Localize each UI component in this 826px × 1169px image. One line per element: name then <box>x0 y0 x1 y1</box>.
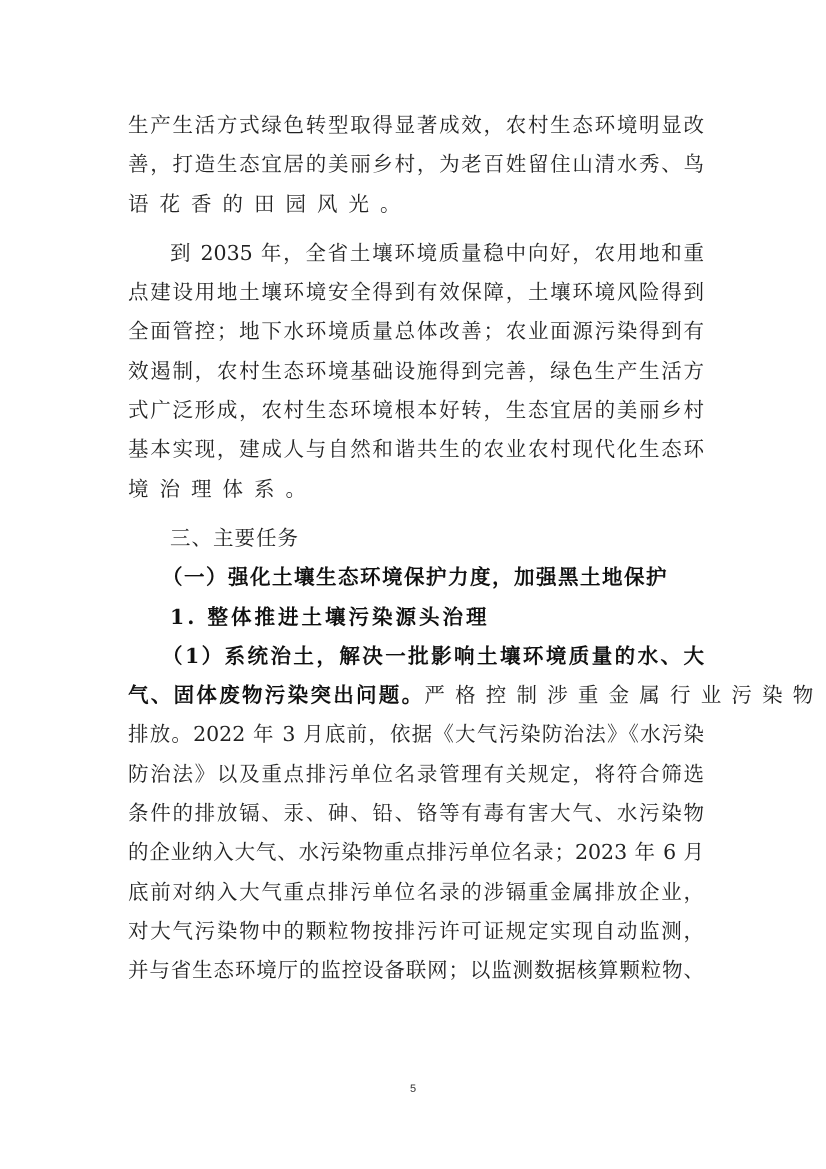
text-line: 善，打造生态宜居的美丽乡村，为老百姓留住山清水秀、鸟 <box>128 152 704 177</box>
text-line: 并与省生态环境厅的监控设备联网；以监测数据核算颗粒物、 <box>128 958 704 983</box>
text-line: 防治法》以及重点排污单位名录管理有关规定，将符合筛选 <box>128 761 704 786</box>
subsection-heading: （一）强化土壤生态环境保护力度，加强黑土地保护 <box>162 565 668 590</box>
section-heading: 三、主要任务 <box>170 525 299 550</box>
document-body <box>128 106 824 991</box>
text-line: 到 2035 年，全省土壤环境质量稳中向好，农用地和重 <box>170 240 704 265</box>
item-heading: 1. 整体推进土壤污染源头治理 <box>170 604 490 629</box>
text-line: 式广泛形成，农村生态环境根本好转，生态宜居的美丽乡村 <box>128 398 704 423</box>
item-paragraph-lead: （1）系统治土，解决一批影响土壤环境质量的水、大 <box>162 643 704 668</box>
text-line: 对大气污染物中的颗粒物按排污许可证规定实现自动监测， <box>128 918 704 943</box>
page-number: 5 <box>409 1083 417 1095</box>
text-line: 语花香的田园风光。 <box>128 191 412 216</box>
item-paragraph-lead-end: 气、固体废物污染突出问题。 <box>128 683 425 708</box>
text-line: 的企业纳入大气、水污染物重点排污单位名录；2023 年 6 月 <box>128 840 704 865</box>
text-line: 全面管控；地下水环境质量总体改善；农业面源污染得到有 <box>128 319 704 344</box>
text-line: 境治理体系。 <box>128 476 317 501</box>
text-line: 基本实现，建成人与自然和谐共生的农业农村现代化生态环 <box>128 437 704 462</box>
text-line: 点建设用地土壤环境安全得到有效保障，土壤环境风险得到 <box>128 280 704 305</box>
text-line: 生产生活方式绿色转型取得显著成效，农村生态环境明显改 <box>128 113 704 137</box>
text-line: 底前对纳入大气重点排污单位名录的涉镉重金属排放企业， <box>128 879 704 904</box>
text-line: 效遏制，农村生态环境基础设施得到完善，绿色生产生活方 <box>128 358 704 383</box>
item-paragraph-text: 严格控制涉重金属行业污染物 <box>424 683 824 708</box>
text-line: 条件的排放镉、汞、砷、铅、铬等有毒有害大气、水污染物 <box>128 801 704 826</box>
text-line: 排放。2022 年 3 月底前，依据《大气污染防治法》《水污染 <box>128 722 704 747</box>
text-line <box>128 676 824 715</box>
